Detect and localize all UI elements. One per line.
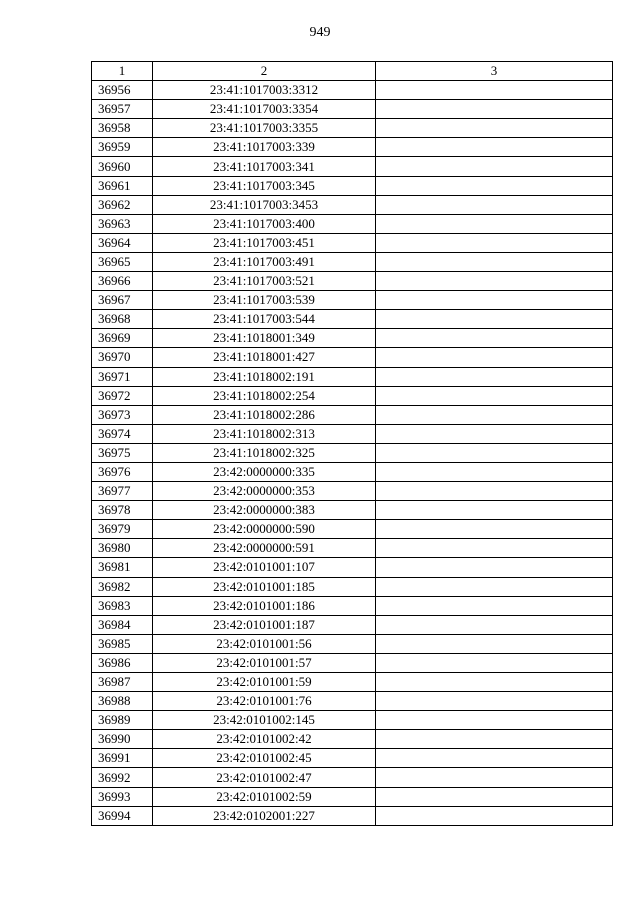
registry-table [91,61,613,826]
row-number-cell: 36964 [92,233,153,252]
table-row [92,81,613,100]
table-row [92,233,613,252]
notes-cell [376,558,613,577]
cadastral-number-cell: 23:42:0000000:335 [153,462,376,481]
notes-cell [376,367,613,386]
notes-cell [376,252,613,271]
cadastral-number-cell: 23:41:1017003:341 [153,157,376,176]
table-row [92,673,613,692]
cadastral-number-cell: 23:42:0101002:45 [153,749,376,768]
table-row [92,501,613,520]
notes-cell [376,195,613,214]
cadastral-number-cell: 23:42:0000000:353 [153,482,376,501]
cadastral-number-cell: 23:41:1017003:339 [153,138,376,157]
row-number-cell: 36981 [92,558,153,577]
notes-cell [376,596,613,615]
cadastral-number-cell: 23:41:1017003:345 [153,176,376,195]
table-row [92,653,613,672]
cadastral-number-cell: 23:41:1018001:349 [153,329,376,348]
notes-cell [376,615,613,634]
row-number-cell: 36991 [92,749,153,768]
column-header-1: 1 [92,62,153,81]
table-row [92,462,613,481]
table-row [92,615,613,634]
table-row [92,692,613,711]
notes-cell [376,462,613,481]
table-row [92,386,613,405]
table-row [92,558,613,577]
cadastral-number-cell: 23:41:1017003:3354 [153,100,376,119]
table-row [92,730,613,749]
row-number-cell: 36978 [92,501,153,520]
row-number-cell: 36990 [92,730,153,749]
table-row [92,291,613,310]
column-header-3: 3 [376,62,613,81]
table-row [92,577,613,596]
cadastral-number-cell: 23:42:0101001:185 [153,577,376,596]
row-number-cell: 36983 [92,596,153,615]
cadastral-number-cell: 23:42:0101001:186 [153,596,376,615]
cadastral-number-cell: 23:41:1017003:544 [153,310,376,329]
notes-cell [376,692,613,711]
row-number-cell: 36970 [92,348,153,367]
row-number-cell: 36989 [92,711,153,730]
notes-cell [376,711,613,730]
table-row [92,806,613,825]
table-row [92,482,613,501]
cadastral-number-cell: 23:42:0101001:59 [153,673,376,692]
notes-cell [376,233,613,252]
row-number-cell: 36992 [92,768,153,787]
row-number-cell: 36976 [92,462,153,481]
cadastral-number-cell: 23:42:0101002:145 [153,711,376,730]
row-number-cell: 36957 [92,100,153,119]
notes-cell [376,768,613,787]
cadastral-number-cell: 23:42:0101001:107 [153,558,376,577]
notes-cell [376,482,613,501]
table-row [92,711,613,730]
cadastral-number-cell: 23:42:0101001:76 [153,692,376,711]
notes-cell [376,291,613,310]
row-number-cell: 36977 [92,482,153,501]
cadastral-number-cell: 23:41:1018002:286 [153,405,376,424]
cadastral-number-cell: 23:42:0101002:47 [153,768,376,787]
row-number-cell: 36985 [92,634,153,653]
row-number-cell: 36979 [92,520,153,539]
table-row [92,119,613,138]
row-number-cell: 36984 [92,615,153,634]
notes-cell [376,424,613,443]
table-row [92,539,613,558]
notes-cell [376,730,613,749]
table-row [92,329,613,348]
row-number-cell: 36986 [92,653,153,672]
notes-cell [376,653,613,672]
cadastral-number-cell: 23:41:1017003:491 [153,252,376,271]
row-number-cell: 36969 [92,329,153,348]
cadastral-number-cell: 23:41:1018002:254 [153,386,376,405]
row-number-cell: 36988 [92,692,153,711]
cadastral-number-cell: 23:42:0102001:227 [153,806,376,825]
table-row [92,272,613,291]
row-number-cell: 36967 [92,291,153,310]
notes-cell [376,673,613,692]
row-number-cell: 36987 [92,673,153,692]
notes-cell [376,138,613,157]
table-row [92,596,613,615]
table-row [92,424,613,443]
cadastral-number-cell: 23:42:0101002:42 [153,730,376,749]
cadastral-number-cell: 23:41:1017003:451 [153,233,376,252]
row-number-cell: 36975 [92,443,153,462]
notes-cell [376,405,613,424]
table-row [92,787,613,806]
cadastral-number-cell: 23:42:0101001:187 [153,615,376,634]
row-number-cell: 36968 [92,310,153,329]
row-number-cell: 36965 [92,252,153,271]
table-row [92,310,613,329]
row-number-cell: 36982 [92,577,153,596]
row-number-cell: 36993 [92,787,153,806]
table-row [92,634,613,653]
notes-cell [376,539,613,558]
notes-cell [376,81,613,100]
table-row [92,367,613,386]
table-row [92,138,613,157]
notes-cell [376,577,613,596]
table-header-row [92,62,613,81]
row-number-cell: 36966 [92,272,153,291]
cadastral-number-cell: 23:42:0000000:591 [153,539,376,558]
notes-cell [376,348,613,367]
row-number-cell: 36980 [92,539,153,558]
table-row [92,768,613,787]
row-number-cell: 36962 [92,195,153,214]
cadastral-number-cell: 23:41:1018001:427 [153,348,376,367]
row-number-cell: 36963 [92,214,153,233]
row-number-cell: 36956 [92,81,153,100]
row-number-cell: 36959 [92,138,153,157]
notes-cell [376,214,613,233]
notes-cell [376,329,613,348]
table-row [92,405,613,424]
cadastral-number-cell: 23:41:1017003:3312 [153,81,376,100]
cadastral-number-cell: 23:42:0101001:56 [153,634,376,653]
table-row [92,252,613,271]
cadastral-number-cell: 23:41:1018002:313 [153,424,376,443]
notes-cell [376,749,613,768]
row-number-cell: 36974 [92,424,153,443]
notes-cell [376,272,613,291]
cadastral-number-cell: 23:42:0101002:59 [153,787,376,806]
row-number-cell: 36961 [92,176,153,195]
notes-cell [376,520,613,539]
cadastral-number-cell: 23:42:0000000:590 [153,520,376,539]
table-row [92,348,613,367]
row-number-cell: 36973 [92,405,153,424]
cadastral-number-cell: 23:41:1018002:325 [153,443,376,462]
row-number-cell: 36994 [92,806,153,825]
table-row [92,443,613,462]
table-row [92,520,613,539]
cadastral-number-cell: 23:41:1017003:400 [153,214,376,233]
table-row [92,749,613,768]
notes-cell [376,100,613,119]
cadastral-number-cell: 23:42:0101001:57 [153,653,376,672]
cadastral-number-cell: 23:42:0000000:383 [153,501,376,520]
table-row [92,100,613,119]
notes-cell [376,787,613,806]
table-body [92,81,613,826]
table-row [92,157,613,176]
notes-cell [376,634,613,653]
column-header-2: 2 [153,62,376,81]
table-row [92,176,613,195]
row-number-cell: 36972 [92,386,153,405]
row-number-cell: 36958 [92,119,153,138]
notes-cell [376,386,613,405]
row-number-cell: 36960 [92,157,153,176]
table-row [92,214,613,233]
table-row [92,195,613,214]
notes-cell [376,443,613,462]
notes-cell [376,310,613,329]
notes-cell [376,501,613,520]
cadastral-number-cell: 23:41:1018002:191 [153,367,376,386]
page-number: 949 [309,25,331,40]
cadastral-number-cell: 23:41:1017003:521 [153,272,376,291]
notes-cell [376,157,613,176]
row-number-cell: 36971 [92,367,153,386]
cadastral-number-cell: 23:41:1017003:3355 [153,119,376,138]
notes-cell [376,119,613,138]
notes-cell [376,806,613,825]
notes-cell [376,176,613,195]
cadastral-number-cell: 23:41:1017003:539 [153,291,376,310]
cadastral-number-cell: 23:41:1017003:3453 [153,195,376,214]
